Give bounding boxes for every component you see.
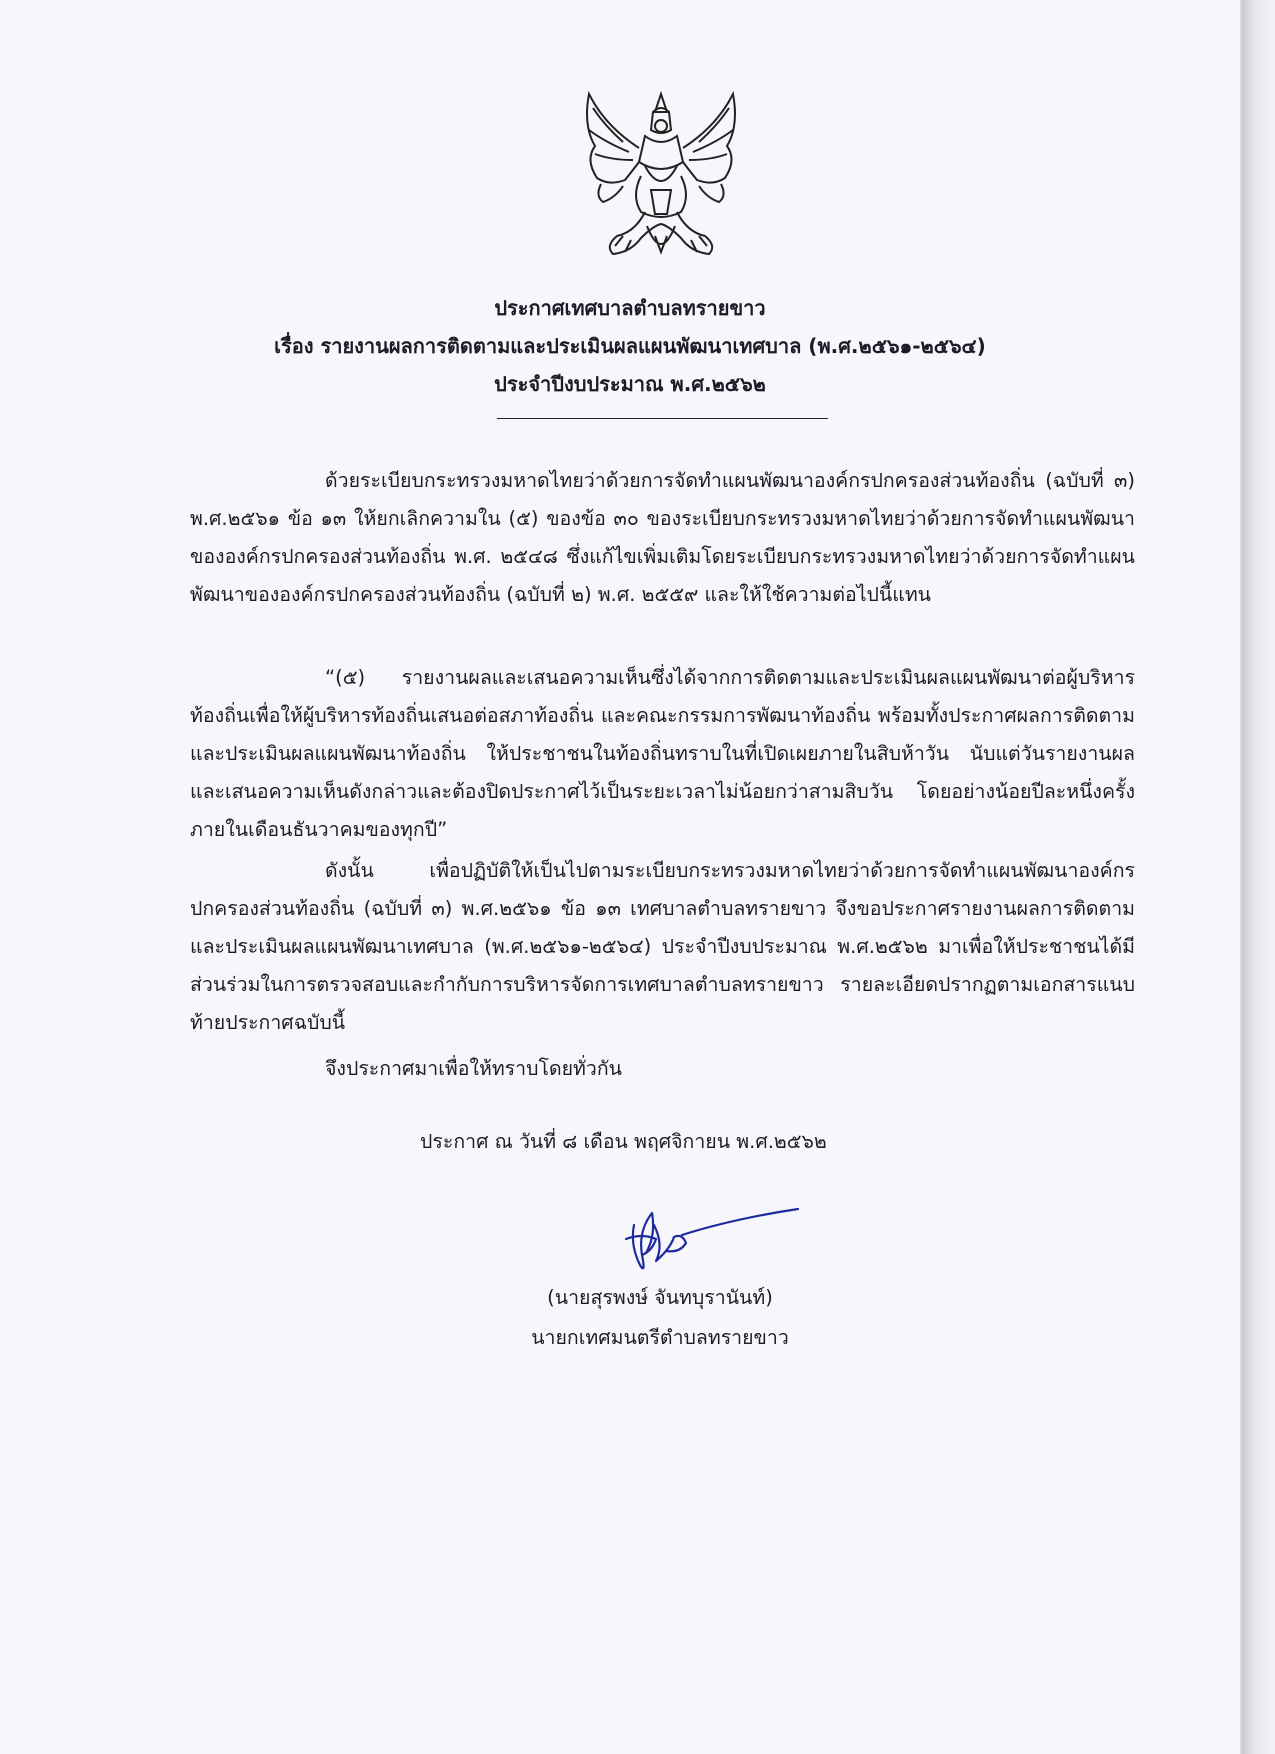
announcement-subject: เรื่อง รายงานผลการติดตามและประเมินผลแผนพัฒนาเทศบาล (พ.ศ.๒๕๖๑-๒๕๖๔) [274, 334, 986, 358]
body-paragraph-1: ด้วยระเบียบกระทรวงมหาดไทยว่าด้วยการจัดทำแผนพัฒนาองค์กรปกครองส่วนท้องถิ่น (ฉบับที่ ๓) พ.ศ.๒๕๖๑ ข้อ ๑๓ ให้ยกเลิกความใน (๕) ของข้อ ๓๐ ของระเบียบกระทรวงมหาดไทยว่าด้วยการจัดทำแผนพัฒนาขององค์กรปกครองส่วนท้องถิ่น พ.ศ. ๒๕๔๘ ซึ่งแก้ไขเพิ่มเติมโดยระเบียบกระทรวงมหาดไทยว่าด้วยการจัดทำแผนพัฒนาขององค์กรปกครองส่วนท้องถิ่น (ฉบับที่ ๒) พ.ศ. ๒๕๕๙ และให้ใช้ความต่อไปนี้แทน [190, 469, 1135, 606]
signatory-name: (นายสุรพงษ์ จันทบุรานันท์) [547, 1286, 773, 1309]
body-paragraph-2: “(๕) รายงานผลและเสนอความเห็นซึ่งได้จากการติดตามและประเมินผลแผนพัฒนาต่อผู้บริหารท้องถิ่นเพื่อให้ผู้บริหารท้องถิ่นเสนอต่อสภาท้องถิ่น และคณะกรรมการพัฒนาท้องถิ่น พร้อมทั้งประกาศผลการติดตามและประเมินผลแผนพัฒนาท้องถิ่น ให้ประชาชนในท้องถิ่นทราบในที่เปิดเผยภายในสิบห้าวัน นับแต่วันรายงานผลและเสนอความเห็นดังกล่าวและต้องปิดประกาศไว้เป็นระยะเวลาไม่น้อยกว่าสามสิบวัน โดยอย่างน้อยปีละหนึ่งครั้งภายในเดือนธันวาคมของทุกปี” [190, 666, 1135, 841]
announcement-fiscal-year: ประจำปีงบประมาณ พ.ศ.๒๕๖๒ [494, 372, 766, 396]
announcement-title: ประกาศเทศบาลตำบลทรายขาว [494, 296, 766, 320]
signatory-position: นายกเทศมนตรีตำบลทรายขาว [531, 1326, 789, 1349]
title-divider [497, 418, 828, 419]
body-paragraph-3: ดังนั้น เพื่อปฏิบัติให้เป็นไปตามระเบียบกระทรวงมหาดไทยว่าด้วยการจัดทำแผนพัฒนาองค์กรปกครองส่วนท้องถิ่น (ฉบับที่ ๓) พ.ศ.๒๕๖๑ ข้อ ๑๓ เทศบาลตำบลทรายขาว จึงขอประกาศรายงานผลการติดตามและประเมินผลแผนพัฒนาเทศบาล (พ.ศ.๒๕๖๑-๒๕๖๔) ประจำปีงบประมาณ พ.ศ.๒๕๖๒ มาเพื่อให้ประชาชนได้มีส่วนร่วมในการตรวจสอบและกำกับการบริหารจัดการเทศบาลตำบลทรายขาว รายละเอียดปรากฏตามเอกสารแนบท้ายประกาศฉบับนี้ [190, 859, 1135, 1034]
announcement-dateline: ประกาศ ณ วันที่ ๘ เดือน พฤศจิกายน พ.ศ.๒๕๖๒ [420, 1130, 827, 1153]
scan-edge [1242, 0, 1275, 1754]
closing-statement: จึงประกาศมาเพื่อให้ทราบโดยทั่วกัน [325, 1057, 622, 1080]
garuda-emblem [575, 86, 747, 266]
handwritten-signature [612, 1195, 802, 1285]
